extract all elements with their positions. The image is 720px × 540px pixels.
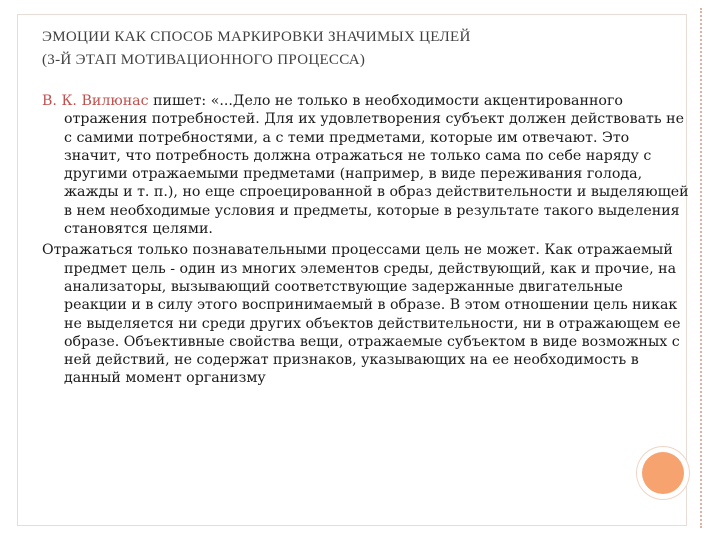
dotted-border-decoration xyxy=(700,8,702,528)
paragraph-goal-text: Отражаться только познавательными процессами цель не может. Как отражаемый предмет цель - один из многих элементов среды, действующий, как и прочие, на анализаторы, вызывающий соответствующие задержанные двигательные реакции и в силу этого воспринимаемый в образе. В этом отношении цель никак не выделяется ни среди других объектов действительности, ни в отражающем ее образе. Объективные свойства вещи, отражаемые субъектом в виде возможных с ней действий, не содержат признаков, указывающих на ее необходимость в данный момент организму xyxy=(42,242,681,387)
paragraph-goal xyxy=(42,241,690,387)
paragraph-quote-text: пишет: «...Дело не только в необходимости акцентированного отражения потребностей. Для их удовлетворения субъект должен действовать не с самими потребностями, а с теми предметами, которые им отвечают. Это значит, что потребность должна отражаться не только сама по себе наряду с другими отражаемыми предметами (например, в виде переживания голода, жажды и т. п.), но еще спроецированной в образ действительности и выделяющей в нем необходимые условия и предметы, которые в результате такого выделения становятся целями. xyxy=(64,93,689,238)
slide-body xyxy=(42,92,690,391)
paragraph-quote xyxy=(42,92,690,238)
author-name: В. К. Вилюнас xyxy=(42,93,149,109)
slide-title xyxy=(42,26,672,72)
slide-title-line-1: ЭМОЦИИ КАК СПОСОБ МАРКИРОВКИ ЗНАЧИМЫХ ЦЕЛЕЙ xyxy=(42,29,471,45)
slide-title-line-2: (3-Й ЭТАП МОТИВАЦИОННОГО ПРОЦЕССА) xyxy=(42,52,366,68)
decorative-circle xyxy=(642,452,684,494)
